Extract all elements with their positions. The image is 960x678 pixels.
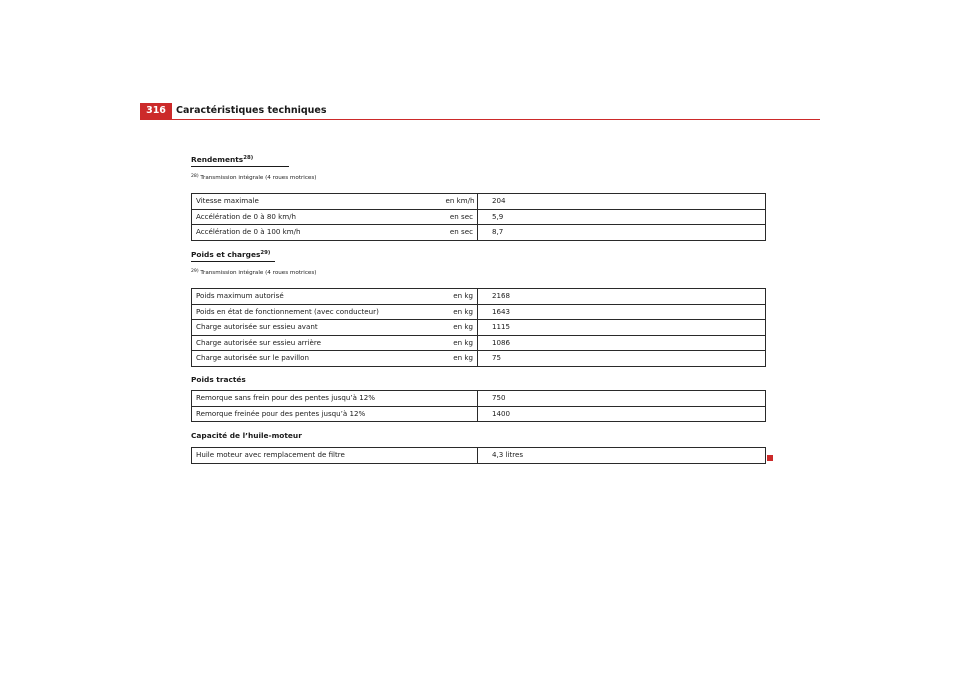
row-value: 75 [478,351,766,367]
table-poids [191,288,766,367]
footnote-marker: 28) [191,174,199,179]
row-unit: en kg [442,351,478,367]
section-heading-text: Rendements [191,155,244,164]
row-value: 1115 [478,320,766,336]
section-heading-text: Poids et charges [191,250,261,259]
row-label: Huile moteur avec remplacement de filtre [192,448,478,464]
row-label: Remorque sans frein pour des pentes jusqu’à 12% [192,391,478,407]
row-value: 1643 [478,304,766,320]
footnote-text: Transmission intégrale (4 roues motrices) [200,175,317,181]
row-value: 204 [478,194,766,210]
footnote-28 [191,174,316,181]
table-row [192,225,766,241]
page-title: Caractéristiques techniques [176,105,327,116]
row-label: Charge autorisée sur essieu arrière [192,335,442,351]
table-row [192,406,766,422]
row-label: Charge autorisée sur essieu avant [192,320,442,336]
section-heading-huile: Capacité de l’huile-moteur [191,431,302,440]
page-number: 316 [140,103,172,119]
row-unit: en km/h [442,194,478,210]
row-value: 8,7 [478,225,766,241]
row-unit: en kg [442,304,478,320]
table-row [192,320,766,336]
footnote-ref: 29) [260,250,271,256]
table-tractes [191,390,766,422]
section-end-marker [767,455,773,461]
page-header [140,103,820,120]
row-unit: en sec [442,209,478,225]
row-value: 2168 [478,289,766,305]
row-unit: en kg [442,320,478,336]
table-row [192,304,766,320]
table-row [192,289,766,305]
row-label: Poids en état de fonctionnement (avec conducteur) [192,304,442,320]
table-row [192,209,766,225]
row-value: 4,3 litres [478,448,766,464]
footnote-29 [191,269,316,276]
row-unit: en kg [442,335,478,351]
footnote-marker: 29) [191,269,199,274]
section-heading-rendements [191,155,253,164]
table-row [192,194,766,210]
row-unit: en sec [442,225,478,241]
table-huile [191,447,766,464]
row-label: Remorque freinée pour des pentes jusqu’à 12% [192,406,478,422]
table-row [192,351,766,367]
row-label: Charge autorisée sur le pavillon [192,351,442,367]
row-unit: en kg [442,289,478,305]
heading-rule [191,261,275,262]
row-value: 1086 [478,335,766,351]
table-rendements [191,193,766,241]
table-row [192,391,766,407]
row-label: Accélération de 0 à 80 km/h [192,209,442,225]
table-row [192,335,766,351]
footnote-text: Transmission intégrale (4 roues motrices) [200,270,317,276]
footnote-ref: 28) [243,155,254,161]
row-label: Poids maximum autorisé [192,289,442,305]
row-label: Accélération de 0 à 100 km/h [192,225,442,241]
section-heading-tractes: Poids tractés [191,375,246,384]
table-row [192,448,766,464]
row-value: 750 [478,391,766,407]
heading-rule [191,166,289,167]
row-value: 1400 [478,406,766,422]
section-heading-poids [191,250,270,259]
row-label: Vitesse maximale [192,194,442,210]
row-value: 5,9 [478,209,766,225]
